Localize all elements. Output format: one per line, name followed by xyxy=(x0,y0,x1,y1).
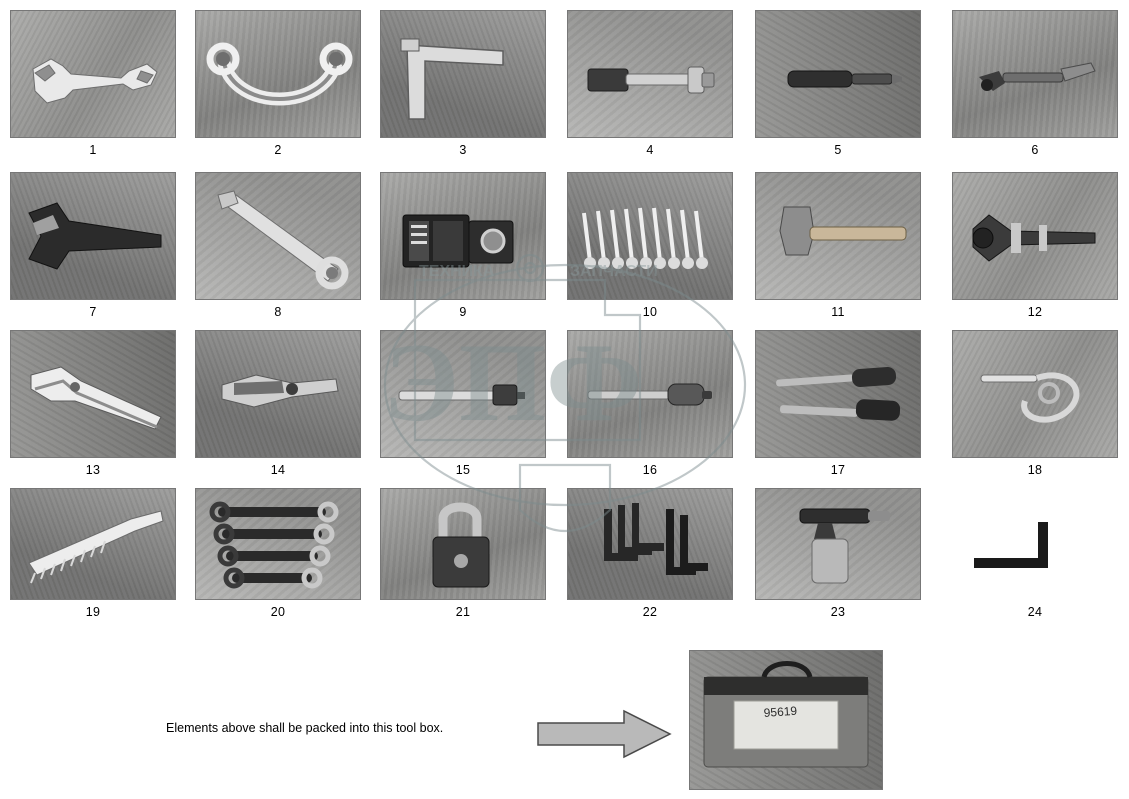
combination-wrench-icon xyxy=(196,173,361,300)
part-cell-19[interactable] xyxy=(10,488,176,619)
part-cell-8[interactable] xyxy=(195,172,361,319)
tool-box-photo xyxy=(689,650,883,790)
part-image-18 xyxy=(952,330,1118,458)
combination-pliers-icon xyxy=(196,331,361,458)
part-number-24: 24 xyxy=(1027,605,1043,619)
part-cell-7[interactable] xyxy=(10,172,176,319)
tool-box-label-text: 95619 xyxy=(763,703,798,720)
watermark-left-text: ТЕХНИКА xyxy=(419,263,495,280)
part-number-9: 9 xyxy=(459,305,467,319)
watermark-big-text: ЭПФ xyxy=(383,321,643,445)
screwdriver-flat-icon xyxy=(381,331,546,458)
part-image-17 xyxy=(755,330,921,458)
part-number-18: 18 xyxy=(1027,463,1043,477)
part-image-8 xyxy=(195,172,361,300)
large-open-end-wrench-icon xyxy=(11,173,176,300)
part-image-2 xyxy=(195,10,361,138)
part-number-1: 1 xyxy=(89,143,97,157)
part-number-3: 3 xyxy=(459,143,467,157)
padlock-icon xyxy=(381,489,546,600)
part-image-16 xyxy=(567,330,733,458)
part-cell-16[interactable] xyxy=(567,330,733,477)
part-cell-11[interactable] xyxy=(755,172,921,319)
part-cell-14[interactable] xyxy=(195,330,361,477)
part-image-3 xyxy=(380,10,546,138)
part-image-4 xyxy=(567,10,733,138)
water-pump-pliers-icon xyxy=(11,331,176,458)
part-cell-2[interactable] xyxy=(195,10,361,157)
part-number-20: 20 xyxy=(270,605,286,619)
tool-case-with-bits-icon xyxy=(381,173,546,300)
screwdriver-pair-icon xyxy=(756,331,921,458)
part-number-21: 21 xyxy=(455,605,471,619)
part-cell-13[interactable] xyxy=(10,330,176,477)
part-number-19: 19 xyxy=(85,605,101,619)
part-number-5: 5 xyxy=(834,143,842,157)
wrench-set-icon xyxy=(568,173,733,300)
part-cell-21[interactable] xyxy=(380,488,546,619)
part-number-4: 4 xyxy=(646,143,654,157)
tool-box-icon xyxy=(690,651,883,790)
watermark-right-text: ЗАПЧАСТИ xyxy=(570,263,658,280)
double-ring-spanner-icon xyxy=(196,11,361,138)
screwdriver-long-icon xyxy=(568,331,733,458)
part-image-21 xyxy=(380,488,546,600)
part-image-19 xyxy=(10,488,176,600)
part-cell-6[interactable] xyxy=(952,10,1118,157)
part-image-10 xyxy=(567,172,733,300)
part-image-9 xyxy=(380,172,546,300)
part-cell-20[interactable] xyxy=(195,488,361,619)
wire-brush-icon xyxy=(11,489,176,600)
arrow-right-icon xyxy=(536,709,672,764)
part-cell-18[interactable] xyxy=(952,330,1118,477)
part-number-2: 2 xyxy=(274,143,282,157)
ring-spanner-set-icon xyxy=(196,489,361,600)
part-cell-12[interactable] xyxy=(952,172,1118,319)
part-number-16: 16 xyxy=(642,463,658,477)
part-image-20 xyxy=(195,488,361,600)
socket-extension-bar-icon xyxy=(568,11,733,138)
part-number-22: 22 xyxy=(642,605,658,619)
part-cell-23[interactable] xyxy=(755,488,921,619)
open-end-wrench-icon xyxy=(11,11,176,138)
part-cell-22[interactable] xyxy=(567,488,733,619)
part-number-8: 8 xyxy=(274,305,282,319)
footer-note: Elements above shall be packed into this tool box. xyxy=(166,721,444,735)
part-image-24 xyxy=(952,488,1118,600)
part-number-23: 23 xyxy=(830,605,846,619)
part-number-6: 6 xyxy=(1031,143,1039,157)
part-cell-24[interactable] xyxy=(952,488,1118,619)
part-number-17: 17 xyxy=(830,463,846,477)
part-image-12 xyxy=(952,172,1118,300)
part-image-23 xyxy=(755,488,921,600)
part-number-12: 12 xyxy=(1027,305,1043,319)
part-image-14 xyxy=(195,330,361,458)
part-cell-17[interactable] xyxy=(755,330,921,477)
part-number-15: 15 xyxy=(455,463,471,477)
part-image-6 xyxy=(952,10,1118,138)
hammer-icon xyxy=(756,173,921,300)
part-image-22 xyxy=(567,488,733,600)
part-cell-3[interactable] xyxy=(380,10,546,157)
part-cell-9[interactable] xyxy=(380,172,546,319)
hex-key-l-icon xyxy=(952,488,1118,600)
chisel-icon xyxy=(756,11,921,138)
pliers-insulated-icon xyxy=(953,173,1118,300)
part-image-7 xyxy=(10,172,176,300)
spray-gun-icon xyxy=(756,489,921,600)
part-number-11: 11 xyxy=(831,305,845,319)
part-cell-10[interactable] xyxy=(567,172,733,319)
part-cell-4[interactable] xyxy=(567,10,733,157)
part-image-13 xyxy=(10,330,176,458)
part-image-5 xyxy=(755,10,921,138)
part-number-7: 7 xyxy=(89,305,97,319)
part-number-14: 14 xyxy=(270,463,286,477)
part-image-15 xyxy=(380,330,546,458)
tyre-valve-tool-icon xyxy=(953,331,1118,458)
part-number-13: 13 xyxy=(85,463,101,477)
part-image-11 xyxy=(755,172,921,300)
part-cell-1[interactable] xyxy=(10,10,176,157)
part-cell-15[interactable] xyxy=(380,330,546,477)
part-cell-5[interactable] xyxy=(755,10,921,157)
hex-key-set-icon xyxy=(568,489,733,600)
part-number-10: 10 xyxy=(642,305,658,319)
part-image-1 xyxy=(10,10,176,138)
l-shaped-wrench-icon xyxy=(381,11,546,138)
grease-gun-nozzle-icon xyxy=(953,11,1118,138)
